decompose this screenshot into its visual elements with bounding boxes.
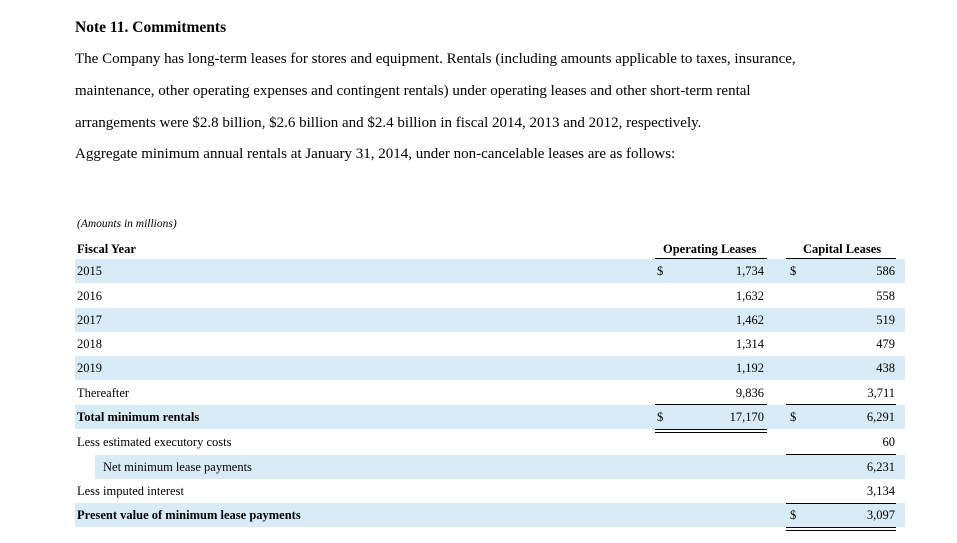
operating-currency: $ <box>657 410 664 424</box>
note-heading: Note 11. Commitments <box>75 19 227 36</box>
operating-value: 1,462 <box>735 313 764 327</box>
header-fiscal-year: Fiscal Year <box>77 242 136 256</box>
capital-value: 6,231 <box>866 460 895 474</box>
paragraph-line: The Company has long-term leases for stores and equipment. Rentals (including amounts applicable to taxes, insurance, <box>75 51 796 67</box>
capital-executory-rule <box>786 454 896 455</box>
units-caption: (Amounts in millions) <box>77 218 177 230</box>
capital-subtotal-rule <box>786 404 896 405</box>
capital-currency: $ <box>790 264 797 278</box>
capital-value: 3,711 <box>867 386 895 400</box>
table-row <box>75 284 905 308</box>
table-row <box>75 308 905 332</box>
operating-value: 9,836 <box>735 386 764 400</box>
row-label: 2018 <box>77 337 102 351</box>
row-label: Total minimum rentals <box>77 410 200 424</box>
table-row <box>75 430 905 454</box>
operating-value: 1,314 <box>735 337 764 351</box>
paragraph-line: maintenance, other operating expenses and contingent rentals) under operating leases and other short-term rental <box>75 83 751 99</box>
capital-value: 479 <box>876 337 895 351</box>
operating-value: 17,170 <box>729 410 764 424</box>
row-label: Net minimum lease payments <box>103 460 252 474</box>
capital-value: 3,097 <box>866 508 895 522</box>
row-label: Less imputed interest <box>77 484 184 498</box>
row-label: Less estimated executory costs <box>77 435 232 449</box>
capital-value: 558 <box>876 289 895 303</box>
row-label: 2019 <box>77 361 102 375</box>
row-label: 2015 <box>77 264 102 278</box>
capital-currency: $ <box>790 508 797 522</box>
paragraph-line: arrangements were $2.8 billion, $2.6 billion and $2.4 billion in fiscal 2014, 2013 and 2012, respectively. <box>75 115 702 131</box>
capital-currency: $ <box>790 410 797 424</box>
operating-value <box>675 503 764 527</box>
table-row <box>75 405 905 429</box>
capital-value: 60 <box>882 435 895 449</box>
operating-value <box>675 455 764 479</box>
table-row <box>75 332 905 356</box>
operating-value: 1,632 <box>735 289 764 303</box>
row-label: Present value of minimum lease payments <box>77 508 301 522</box>
operating-subtotal-rule <box>655 404 767 405</box>
operating-currency: $ <box>657 264 664 278</box>
operating-value <box>675 479 764 503</box>
row-shade <box>75 259 905 283</box>
table-row <box>75 479 905 503</box>
row-label: 2017 <box>77 313 102 327</box>
row-label: Thereafter <box>77 386 130 400</box>
operating-value: 1,192 <box>735 361 764 375</box>
header-capital-leases: Capital Leases <box>803 242 882 256</box>
capital-pv-double-rule <box>786 527 896 531</box>
table-row <box>75 356 905 380</box>
capital-interest-rule <box>786 503 896 504</box>
header-operating-leases: Operating Leases <box>663 242 757 256</box>
table-row <box>75 381 905 405</box>
row-shade <box>75 405 905 429</box>
row-shade <box>75 308 905 332</box>
table-row <box>75 503 905 527</box>
capital-value: 438 <box>876 361 895 375</box>
operating-total-double-rule <box>655 429 767 433</box>
row-label: 2016 <box>77 289 102 303</box>
table-row <box>75 455 905 479</box>
operating-value: 1,734 <box>735 264 764 278</box>
row-shade <box>75 356 905 380</box>
capital-value: 519 <box>876 313 895 327</box>
operating-value <box>675 430 764 454</box>
capital-value: 3,134 <box>866 484 895 498</box>
capital-value: 6,291 <box>866 410 895 424</box>
table-row <box>75 259 905 283</box>
capital-value: 586 <box>876 264 895 278</box>
paragraph-line: Aggregate minimum annual rentals at January 31, 2014, under non-cancelable leases are as follows: <box>75 146 676 162</box>
